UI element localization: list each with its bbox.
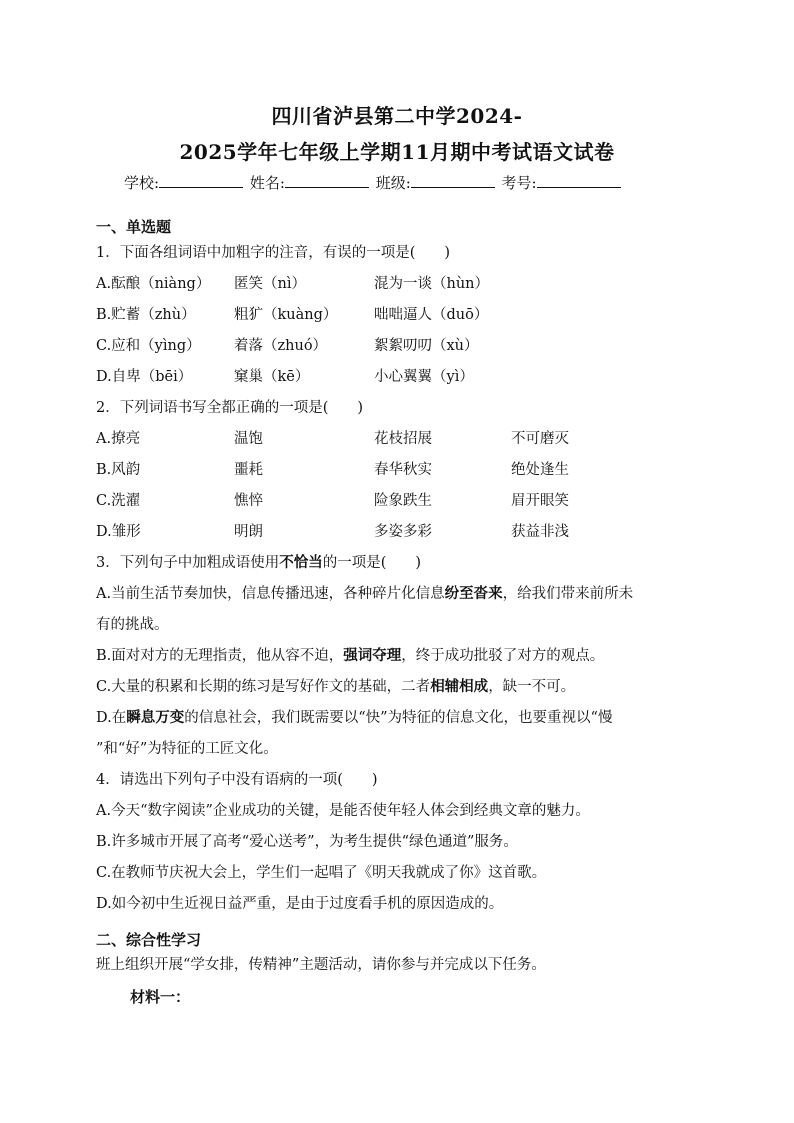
q3-option-c bbox=[96, 675, 575, 696]
q1-option-c-1: C.应和（yìng） bbox=[96, 338, 201, 354]
q3-a-text: ，给我们带来前所未 bbox=[502, 586, 634, 602]
section-heading-comprehensive: 二、综合性学习 bbox=[96, 931, 202, 949]
exam-title-line2: 2025学年七年级上学期11月期中考试语文试卷 bbox=[179, 140, 615, 164]
q3-stem-bold: 不恰当 bbox=[279, 554, 323, 571]
school-blank[interactable] bbox=[159, 173, 243, 188]
q1-option-c-3: 絮絮叨叨（xù） bbox=[374, 338, 479, 354]
q2-option-a-4: 不可磨灭 bbox=[511, 431, 569, 447]
q1-option-d-1: D.自卑（bēi） bbox=[96, 369, 193, 385]
q3-b-idiom: 强词夺理 bbox=[343, 647, 402, 664]
q2-option-c-2: 憔悴 bbox=[234, 493, 263, 509]
q3-option-a bbox=[96, 582, 633, 603]
q1-option-b-2: 粗犷（kuàng） bbox=[234, 307, 338, 323]
material-1-label: 材料一： bbox=[130, 988, 191, 1006]
q2-option-b-4: 绝处逢生 bbox=[511, 462, 569, 478]
q3-c-text: C.大量的积累和长期的练习是写好作文的基础，二者 bbox=[96, 679, 431, 695]
q3-d-idiom: 瞬息万变 bbox=[126, 709, 185, 726]
q1-option-b-3: 咄咄逼人（duō） bbox=[374, 307, 489, 323]
q3-stem-part: 3．下列句子中加粗成语使用 bbox=[96, 555, 280, 571]
q2-option-a-3: 花枝招展 bbox=[374, 431, 432, 447]
q2-option-d-3: 多姿多彩 bbox=[374, 524, 432, 540]
q1-option-b-1: B.贮蓄（zhù） bbox=[96, 307, 196, 323]
q3-option-a-cont: 有的挑战。 bbox=[96, 617, 169, 633]
q3-b-text: B.面对对方的无理指责，他从容不迫， bbox=[96, 648, 344, 664]
q4-option-b: B.许多城市开展了高考“爱心送考”，为考生提供“绿色通道”服务。 bbox=[96, 834, 518, 850]
q3-stem-part: 的一项是( ) bbox=[322, 555, 422, 571]
q1-option-c-2: 着落（zhuó） bbox=[234, 338, 328, 354]
section-heading-single-choice: 一、单选题 bbox=[96, 218, 172, 236]
q2-option-a-1: A.撩亮 bbox=[96, 431, 141, 447]
q2-option-b-2: 噩耗 bbox=[234, 462, 263, 478]
q2-option-d-2: 明朗 bbox=[234, 524, 263, 540]
q3-b-text: ，终于成功批驳了对方的观点。 bbox=[401, 648, 605, 664]
q2-option-d-1: D.雏形 bbox=[96, 524, 141, 540]
q3-option-d-cont: ”和“好”为特征的工匠文化。 bbox=[96, 741, 278, 757]
q3-d-text: 的信息社会，我们既需要以“快”为特征的信息文化，也要重视以“慢 bbox=[184, 710, 613, 726]
q3-c-idiom: 相辅相成 bbox=[430, 678, 489, 695]
school-label: 学校: bbox=[124, 174, 160, 192]
exam-title-line1: 四川省泸县第二中学2024- bbox=[271, 104, 523, 128]
q1-option-d-3: 小心翼翼（yì） bbox=[374, 369, 474, 385]
q4-option-c: C.在教师节庆祝大会上，学生们一起唱了《明天我就成了你》这首歌。 bbox=[96, 865, 547, 881]
question-2-stem: 2．下列词语书写全都正确的一项是( ) bbox=[96, 400, 364, 416]
exam-number-label: 考号: bbox=[501, 174, 537, 192]
q2-option-b-3: 春华秋实 bbox=[374, 462, 432, 478]
q3-option-d bbox=[96, 706, 612, 727]
q3-option-b bbox=[96, 644, 604, 665]
q3-d-text: D.在 bbox=[96, 710, 127, 726]
q1-option-a-1: A.酝酿（niàng） bbox=[96, 276, 211, 292]
name-blank[interactable] bbox=[285, 173, 369, 188]
q2-option-c-3: 险象跌生 bbox=[374, 493, 432, 509]
q1-option-d-2: 窠巢（kē） bbox=[234, 369, 310, 385]
q1-option-a-3: 混为一谈（hùn） bbox=[374, 276, 490, 292]
q2-option-c-4: 眉开眼笑 bbox=[511, 493, 569, 509]
section-2-intro: 班上组织开展“学女排，传精神”主题活动，请你参与并完成以下任务。 bbox=[96, 957, 546, 973]
student-info-row bbox=[124, 172, 623, 193]
question-1-stem: 1．下面各组词语中加粗字的注音，有误的一项是( ) bbox=[96, 245, 451, 261]
q2-option-b-1: B.风韵 bbox=[96, 462, 141, 478]
question-3-stem bbox=[96, 551, 421, 572]
class-label: 班级: bbox=[375, 174, 411, 192]
class-blank[interactable] bbox=[411, 173, 495, 188]
q2-option-a-2: 温饱 bbox=[234, 431, 263, 447]
exam-number-blank[interactable] bbox=[537, 173, 621, 188]
q4-option-d: D.如今初中生近视日益严重，是由于过度看手机的原因造成的。 bbox=[96, 896, 504, 912]
q3-a-idiom: 纷至沓来 bbox=[444, 585, 503, 602]
q4-option-a: A.今天“数字阅读”企业成功的关键，是能否使年轻人体会到经典文章的魅力。 bbox=[96, 803, 590, 819]
q2-option-d-4: 获益非浅 bbox=[511, 524, 569, 540]
question-4-stem: 4．请选出下列句子中没有语病的一项( ) bbox=[96, 772, 378, 788]
q3-c-text: ，缺一不可。 bbox=[488, 679, 576, 695]
name-label: 姓名: bbox=[249, 174, 285, 192]
q1-option-a-2: 匿笑（nì） bbox=[234, 276, 306, 292]
q2-option-c-1: C.洗濯 bbox=[96, 493, 141, 509]
q3-a-text: A.当前生活节奏加快，信息传播迅速，各种碎片化信息 bbox=[96, 586, 445, 602]
